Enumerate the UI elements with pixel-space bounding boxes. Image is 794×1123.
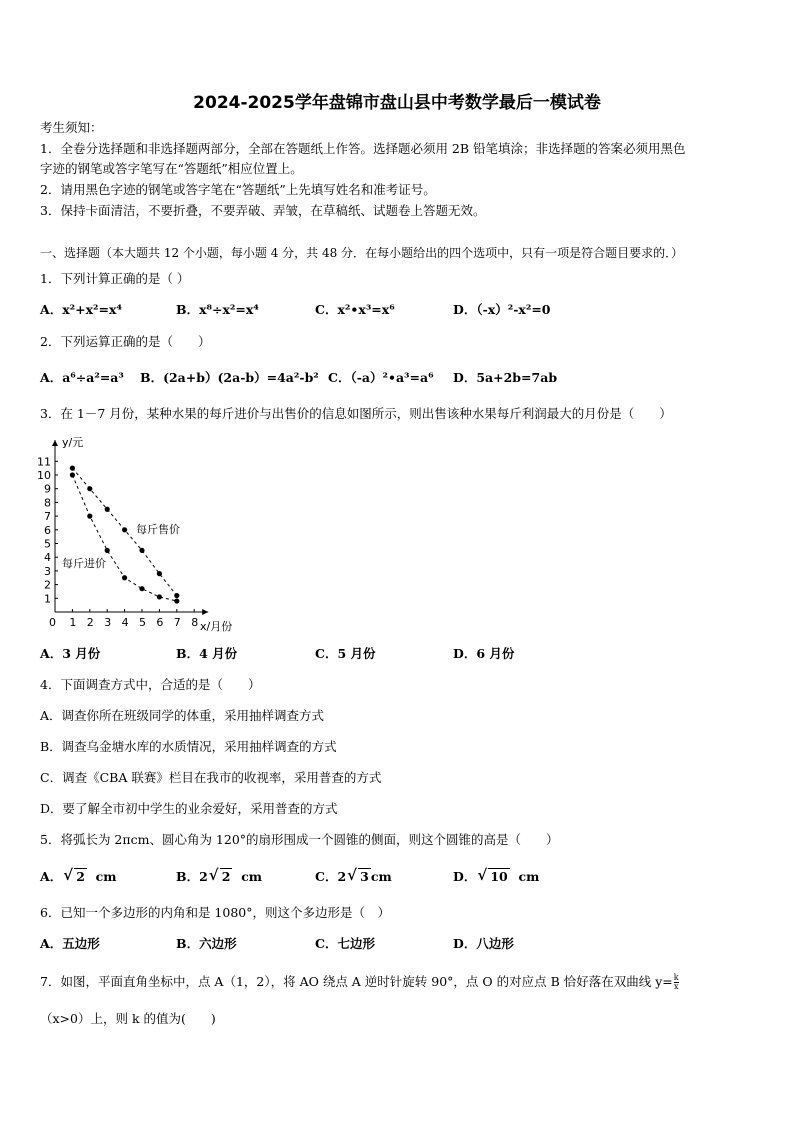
q2-option-b: B．(2a+b）(2a-b）=4a²-b² — [140, 370, 319, 385]
q5-option-b — [176, 869, 262, 885]
x-tick-label: 1 — [69, 616, 77, 629]
y-axis-label: y/元 — [62, 436, 84, 449]
q6-option-b: B．六边形 — [176, 936, 237, 951]
y-axis-arrow — [52, 440, 58, 446]
y-tick-label: 6 — [44, 523, 51, 537]
q7-stem-text: 7．如图，平面直角坐标中，点 A（1，2），将 AO 绕点 A 逆时针旋转 90°，点 O 的对应点 B 恰好落在双曲线 y= — [40, 974, 673, 989]
y-tick-label: 5 — [44, 537, 51, 551]
q4-option-b: B．调查乌金塘水库的水质情况，采用抽样调查的方式 — [40, 739, 337, 754]
q5-b-radicand: 2 — [221, 869, 231, 884]
q5-b-prefix: B．2 — [176, 869, 208, 884]
q5-a-radicand: 2 — [76, 869, 85, 884]
exam-title: 2024-2025学年盘锦市盘山县中考数学最后一模试卷 — [193, 93, 601, 113]
x-tick-label: 0 — [49, 616, 56, 629]
notice-item-1: 1．全卷分选择题和非选择题两部分，全部在答题纸上作答。选择题必须用 2B 铅笔填涂；非选择题的答案必须用黑色 — [40, 141, 686, 156]
x-axis-arrow — [202, 609, 208, 615]
section-heading: 一、选择题（本大题共 12 个小题，每小题 4 分，共 48 分．在每小题给出的四个选项中，只有一项是符合题目要求的．） — [40, 246, 684, 260]
q7-stem — [40, 974, 679, 991]
q4-option-c: C．调查《CBA 联赛》栏目在我市的收视率，采用普查的方式 — [40, 770, 382, 785]
notice-item-2: 2．请用黑色字迹的钢笔或答字笔在“答题纸”上先填写姓名和准考证号。 — [40, 182, 436, 197]
q5-option-a — [40, 869, 116, 885]
buy-price-curve — [72, 475, 176, 601]
series-label-sell: 每斤售价 — [136, 523, 180, 536]
q3-option-d: D．6 月份 — [453, 646, 515, 661]
q5-a-prefix: A． — [40, 869, 63, 884]
q5-stem: 5．将弧长为 2πcm、圆心角为 120°的扇形围成一个圆锥的侧面，则这个圆锥的高是（ ） — [40, 832, 559, 847]
sqrt-icon — [210, 869, 233, 885]
q5-option-c — [315, 869, 392, 885]
q6-option-c: C．七边形 — [315, 936, 375, 951]
q1-option-c: C．x²•x³=x⁶ — [315, 302, 395, 317]
q7-stem-cont: （x>0）上，则 k 的值为( ) — [40, 1011, 216, 1026]
sell-price-point — [70, 466, 75, 471]
buy-price-point — [174, 598, 179, 603]
x-tick-label: 8 — [191, 616, 199, 629]
price-chart — [36, 434, 256, 634]
x-tick-label: 6 — [156, 616, 164, 629]
q2-option-c: C．（-a）²•a³=a⁶ — [328, 370, 434, 385]
buy-price-point — [87, 514, 92, 519]
q3-option-c: C．5 月份 — [315, 646, 376, 661]
buy-price-point — [70, 472, 75, 477]
sqrt-icon — [64, 869, 87, 885]
q5-d-radicand: 10 — [490, 869, 508, 884]
notice-item-1-cont: 字迹的钢笔或答字笔写在“答题纸”相应位置上。 — [40, 161, 303, 176]
x-tick-label: 4 — [121, 616, 129, 629]
sell-price-point — [157, 571, 162, 576]
q2-option-d: D．5a+2b=7ab — [453, 370, 558, 385]
q7-fraction — [674, 974, 679, 991]
y-tick-label: 11 — [37, 455, 51, 469]
q2-option-a: A．a⁶÷a²=a³ — [40, 370, 124, 385]
q3-option-b: B．4 月份 — [176, 646, 238, 661]
sell-price-point — [174, 593, 179, 598]
x-axis-label: x/月份 — [200, 620, 233, 633]
y-tick-label: 8 — [44, 496, 51, 510]
buy-price-point — [139, 586, 144, 591]
sell-price-point — [139, 548, 144, 553]
q4-stem: 4．下面调查方式中，合适的是（ ） — [40, 677, 261, 692]
buy-price-point — [105, 548, 110, 553]
q6-option-a: A．五边形 — [40, 936, 100, 951]
q5-option-d — [453, 869, 539, 885]
buy-price-point — [157, 594, 162, 599]
q5-c-prefix: C．2 — [315, 869, 347, 884]
q7-frac-num: k — [673, 973, 679, 982]
q5-d-unit: cm — [518, 869, 540, 884]
x-tick-label: 5 — [139, 616, 146, 629]
q1-option-d: D．（-x）²-x²=0 — [453, 302, 551, 317]
q2-stem: 2．下列运算正确的是（ ） — [40, 334, 211, 349]
q6-stem: 6．已知一个多边形的内角和是 1080°，则这个多边形是（ ） — [40, 905, 390, 920]
q5-d-prefix: D． — [453, 869, 477, 884]
q5-b-unit: cm — [241, 869, 263, 884]
q4-option-a: A．调查你所在班级同学的体重，采用抽样调查方式 — [40, 708, 325, 723]
q3-stem: 3．在 1－7 月份，某种水果的每斤进价与出售价的信息如图所示，则出售该种水果每斤利润最大的月份是（ ） — [40, 406, 672, 421]
q1-option-b: B．x⁸÷x²=x⁴ — [176, 302, 259, 317]
y-tick-label: 3 — [44, 564, 51, 578]
q6-option-d: D．八边形 — [453, 936, 514, 951]
q1-option-a: A．x²+x²=x⁴ — [40, 302, 122, 317]
sell-price-point — [87, 486, 92, 491]
q7-frac-den: x — [673, 982, 679, 991]
sell-price-point — [105, 507, 110, 512]
y-tick-label: 10 — [37, 469, 51, 482]
q5-a-unit: cm — [95, 869, 117, 884]
sqrt-icon — [348, 869, 371, 885]
chart-axes — [52, 440, 208, 615]
series-label-buy: 每斤进价 — [62, 557, 106, 570]
notice-heading: 考生须知： — [40, 120, 103, 135]
q1-stem: 1．下列计算正确的是（ ） — [40, 271, 190, 286]
y-tick-label: 1 — [44, 592, 51, 606]
x-tick-label: 2 — [86, 616, 94, 629]
y-tick-label: 7 — [44, 510, 51, 524]
x-tick-label: 3 — [104, 616, 112, 629]
q4-option-d: D．要了解全市初中学生的业余爱好，采用普查的方式 — [40, 801, 338, 816]
sqrt-icon — [478, 869, 509, 885]
q5-c-unit: cm — [370, 869, 392, 884]
y-tick-label: 9 — [44, 482, 51, 496]
notice-item-3: 3．保持卡面清洁，不要折叠，不要弄破、弄皱，在草稿纸、试题卷上答题无效。 — [40, 203, 486, 218]
q3-option-a: A．3 月份 — [40, 646, 101, 661]
q5-c-radicand: 3 — [360, 869, 369, 884]
y-tick-label: 4 — [44, 551, 51, 565]
sell-price-point — [122, 527, 127, 532]
y-tick-label: 2 — [44, 578, 51, 592]
buy-price-point — [122, 575, 127, 580]
x-tick-label: 7 — [173, 616, 181, 629]
